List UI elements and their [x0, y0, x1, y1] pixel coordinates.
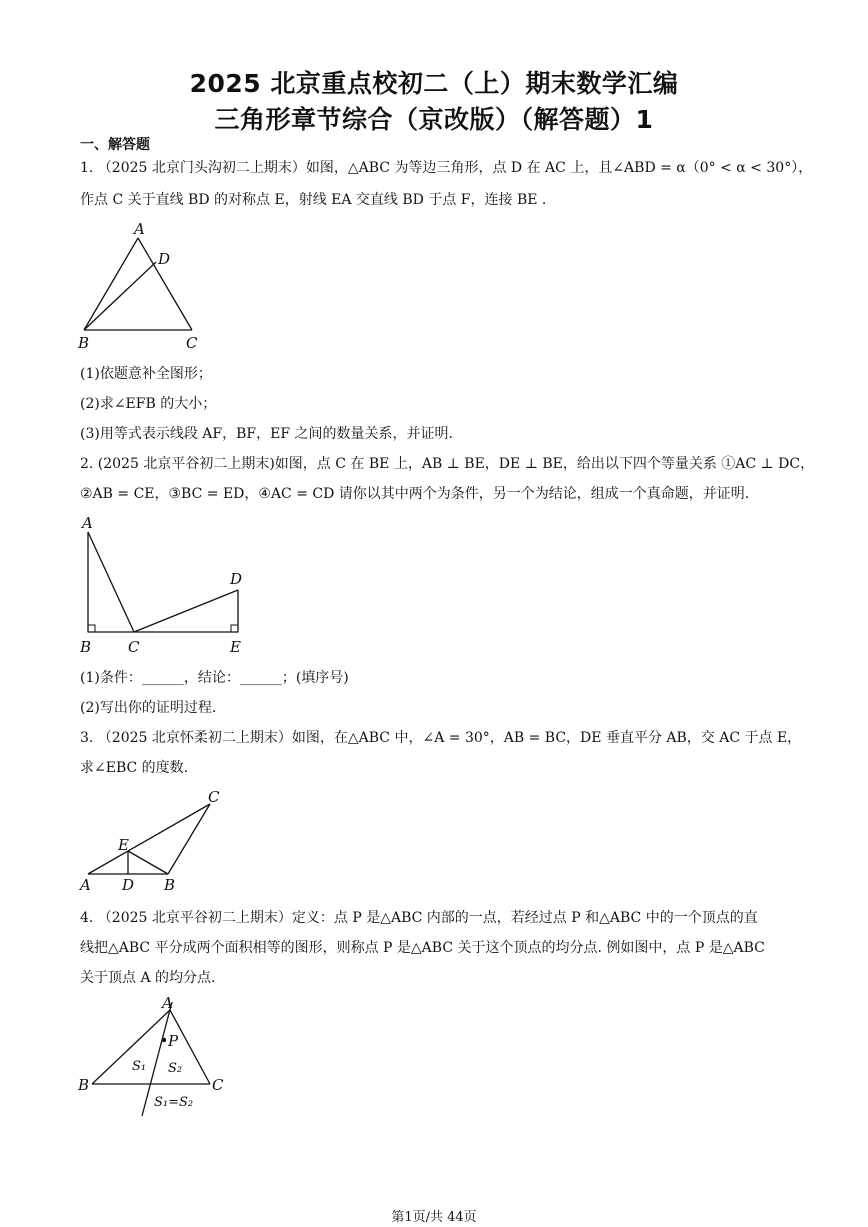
- q1-label-d: D: [158, 250, 171, 268]
- q1-label-b: B: [78, 334, 90, 352]
- q2-segment-cd: [134, 590, 238, 632]
- q4-label-equality: S₁=S₂: [154, 1095, 194, 1110]
- q4-line-3: 关于顶点 A 的均分点.: [80, 970, 216, 986]
- q1-line-1: 1. （2025 北京门头沟初二上期末）如图，△ABC 为等边三角形，点 D 在 AC 上，且∠ABD = α（0° < α < 30°），: [80, 160, 813, 176]
- title-line-1: 2025 北京重点校初二（上）期末数学汇编: [189, 69, 679, 98]
- q4-label-p: P: [168, 1032, 179, 1050]
- q3-label-e: E: [118, 836, 129, 854]
- q4-line-1: 4. （2025 北京平谷初二上期末）定义：点 P 是△ABC 内部的一点，若经过点 P 和△ABC 中的一个顶点的直: [80, 910, 758, 926]
- q3-label-c: C: [208, 788, 220, 806]
- q3-label-a: A: [80, 876, 91, 894]
- q4-side-ab: [92, 1010, 170, 1084]
- q1-label-a: A: [134, 220, 145, 238]
- q2-line-1: 2. (2025 北京平谷初二上期末)如图，点 C 在 BE 上，AB ⊥ BE，DE ⊥ BE，给出以下四个等量关系 ①AC ⊥ DC，: [80, 456, 815, 472]
- q2-segment-ac: [88, 532, 134, 632]
- q3-figure: [76, 786, 236, 894]
- q3-label-b: B: [164, 876, 176, 894]
- q1-line-2: 作点 C 关于直线 BD 的对称点 E，射线 EA 交直线 BD 于点 F，连接 BE .: [80, 192, 547, 208]
- q1-sub-1: (1)依题意补全图形；: [80, 366, 212, 382]
- q2-line-2: ②AB = CE，③BC = ED，④AC = CD 请你以其中两个为条件，另一个为结论，组成一个真命题，并证明.: [80, 486, 750, 502]
- q3-label-d: D: [122, 876, 135, 894]
- q4-label-c: C: [212, 1076, 224, 1094]
- q2-figure: [76, 512, 256, 658]
- q4-figure: [76, 996, 236, 1120]
- q1-triangle-figure: [76, 218, 216, 352]
- q2-sub-2: (2)写出你的证明过程.: [80, 700, 217, 716]
- q4-label-a: A: [162, 996, 173, 1012]
- q2-label-e: E: [230, 638, 241, 656]
- q3-side-bc: [168, 804, 210, 874]
- q2-sub-1: (1)条件：______，结论：______；(填序号): [80, 670, 349, 686]
- q2-right-angle-e: [231, 625, 238, 632]
- q4-label-s1: S₁: [132, 1059, 147, 1074]
- q4-line-2: 线把△ABC 平分成两个面积相等的图形，则称点 P 是△ABC 关于这个顶点的均分点. 例如图中，点 P 是△ABC: [80, 940, 765, 956]
- q2-label-b: B: [80, 638, 92, 656]
- q1-side-ab: [84, 238, 138, 330]
- q2-label-c: C: [128, 638, 140, 656]
- q4-label-s2: S₂: [168, 1061, 183, 1076]
- q2-label-a: A: [82, 514, 93, 532]
- q1-segment-bd: [84, 262, 156, 330]
- q1-sub-2: (2)求∠EFB 的大小；: [80, 396, 217, 412]
- title-line-2: 三角形章节综合（京改版）（解答题）1: [214, 105, 654, 134]
- q4-label-b: B: [78, 1076, 90, 1094]
- q4-point-p: [162, 1038, 166, 1042]
- q1-sub-3: (3)用等式表示线段 AF，BF，EF 之间的数量关系，并证明.: [80, 426, 453, 442]
- page-footer: 第1页/共 44页: [391, 1210, 477, 1225]
- q1-label-c: C: [186, 334, 198, 352]
- q3-line-1: 3. （2025 北京怀柔初二上期末）如图，在△ABC 中，∠A = 30°，AB = BC，DE 垂直平分 AB，交 AC 于点 E，: [80, 730, 802, 746]
- q2-label-d: D: [230, 570, 243, 588]
- q3-line-2: 求∠EBC 的度数.: [80, 760, 189, 776]
- section-heading: 一、解答题: [80, 137, 150, 153]
- q2-right-angle-b: [88, 625, 95, 632]
- q3-segment-eb: [128, 851, 168, 874]
